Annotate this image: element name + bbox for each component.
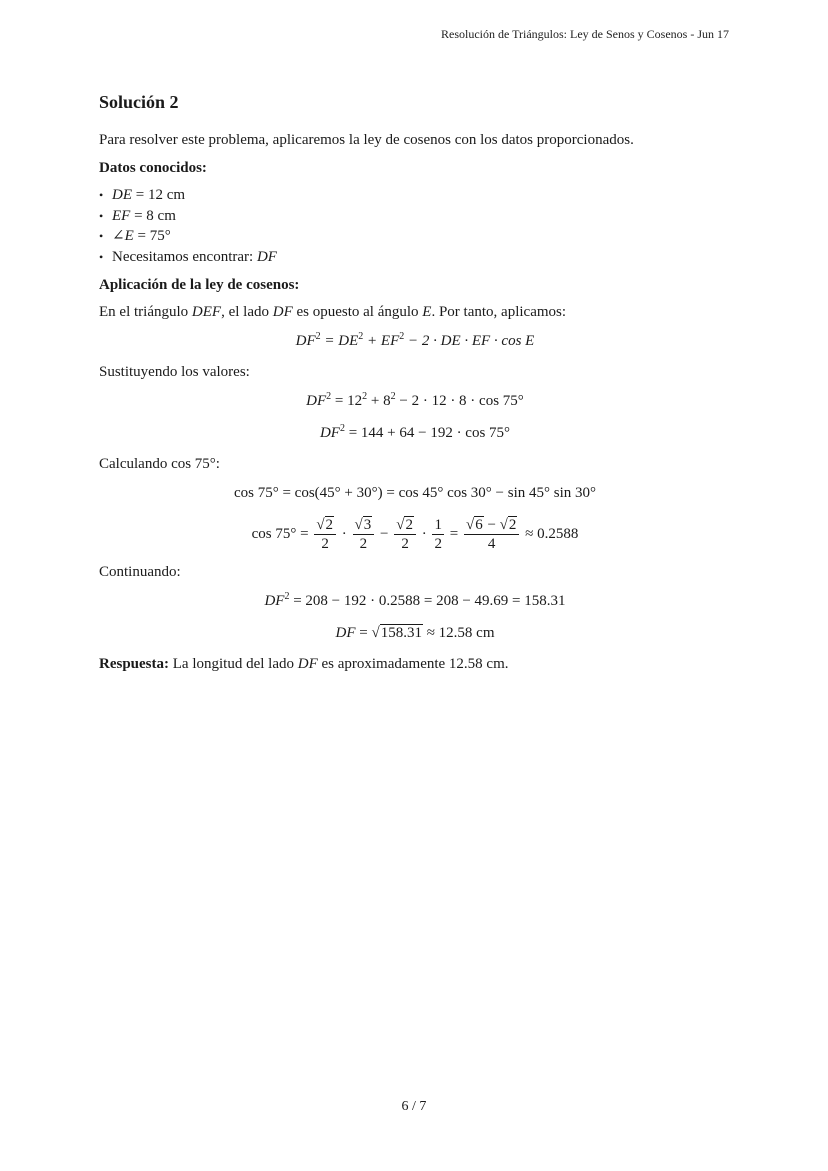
- page-number: 6 / 7: [401, 1099, 427, 1114]
- substituting-label: Sustituyendo los valores:: [99, 364, 250, 380]
- known-data-list: [99, 185, 731, 267]
- list-item: • DE = 12 cm: [99, 185, 731, 206]
- list-item: • ∠E = 75°: [99, 226, 731, 247]
- cos-expansion-equation: cos 75° = cos(45° + 30°) = cos 45° cos 30° − sin 45° sin 30°: [233, 485, 597, 501]
- fraction: $\frac{1}{2}$: [434, 517, 442, 553]
- cos-value-equation: cos 75° = $\frac{√2}{2}$ · $\frac{√3}{2}$ − $\frac{√2}{2}$ · $\frac{1}{2}$ = $\frac{√6 - √2}{4}$ ≈ 0.2588: [251, 517, 579, 553]
- list-item: • EF = 8 cm: [99, 206, 731, 227]
- intro-paragraph: Para resolver este problema, aplicaremos la ley de cosenos con los datos proporcionados.: [99, 132, 634, 148]
- fraction: $\frac{√2}{2}$: [394, 516, 416, 553]
- substitution-equation-1: $DF^2 = 12^2 + 8^2 - 2 \cdot 12 \cdot 8 \cdot \cos 75^\circ$: [306, 391, 524, 409]
- continuing-label: Continuando:: [99, 564, 181, 580]
- solution-content: [99, 92, 731, 682]
- calculating-cos-label: Calculando cos 75°:: [99, 456, 220, 472]
- list-item: • Necesitamos encontrar: DF: [99, 247, 731, 268]
- law-of-cosines-heading: Aplicación de la ley de cosenos:: [99, 277, 300, 293]
- law-of-cosines-formula: $DF^2 = DE^2 + EF^2 - 2$ · DE · EF · cos E: [295, 331, 535, 349]
- known-data-heading: Datos conocidos:: [99, 160, 207, 176]
- solution-heading: Solución 2: [99, 92, 179, 112]
- answer-paragraph: Respuesta: La longitud del lado DF es aproximadamente 12.58 cm.: [99, 656, 509, 672]
- fraction: $\frac{√2}{2}$: [314, 516, 336, 553]
- running-header: Resolución de Triángulos: Ley de Senos y Cosenos - Jun 17: [441, 27, 729, 41]
- continuation-equation-2: DF = √158.31 ≈ 12.58 cm: [335, 625, 495, 641]
- law-intro-paragraph: En el triángulo DEF, el lado DF es opuesto al ángulo E. Por tanto, aplicamos:: [99, 304, 567, 320]
- fraction: $\frac{√6 - √2}{4}$: [464, 516, 519, 553]
- fraction: $\frac{√3}{2}$: [353, 516, 375, 553]
- continuation-equation-1: $DF^2 = 208 - 192 \cdot 0.2588 = 208 - 49.69 = 158.31$: [264, 591, 566, 609]
- substitution-equation-2: $DF^2 = 144 + 64 - 192 \cdot \cos 75^\circ$: [319, 423, 511, 441]
